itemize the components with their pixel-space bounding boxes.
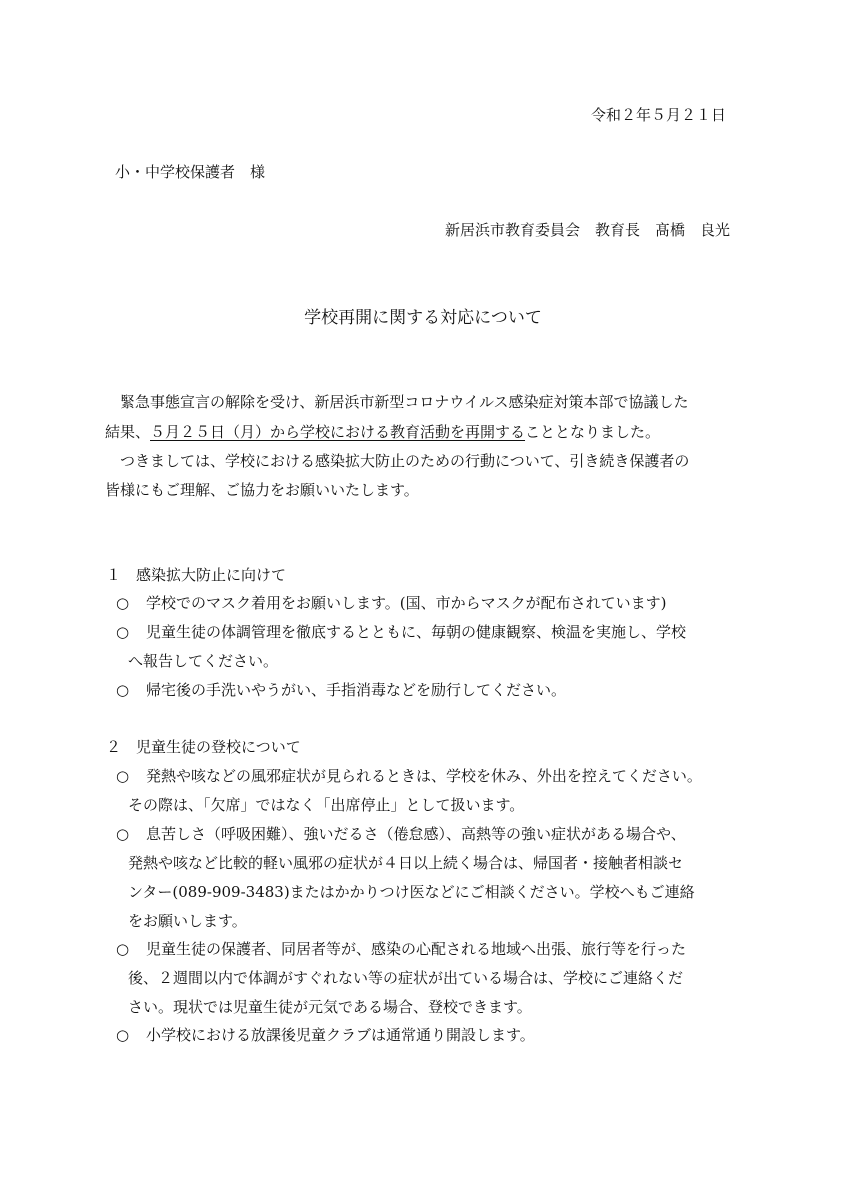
intro-line-2-prefix: 結果、 — [105, 423, 151, 441]
section-2-item-3-continued-2: さい。現状では児童生徒が元気である場合、登校できます。 — [128, 998, 532, 1016]
bullet-circle-icon: ○ — [116, 681, 130, 699]
intro-line-2-suffix: こととなりました。 — [525, 423, 661, 441]
item-text: 学校でのマスク着用をお願いします。(国、市からマスクが配布されています) — [146, 594, 667, 612]
section-2-item-3-continued-1: 後、２週間以内で体調がすぐれない等の症状が出ている場合は、学校にご連絡くだ — [128, 969, 684, 987]
section-2-item-2-continued-2: ンター(089-909-3483)またはかかりつけ医などにご相談ください。学校へもご連絡 — [128, 883, 695, 901]
section-2-item-2-continued-1: 発熱や咳など比較的軽い風邪の症状が４日以上続く場合は、帰国者・接触者相談セ — [128, 854, 684, 872]
section-1-item-2 — [116, 625, 686, 640]
bullet-circle-icon: ○ — [116, 825, 130, 843]
section-2-item-1-continued: その際は、「欠席」ではなく「出席停止」として扱います。 — [128, 796, 525, 814]
recipient: 小・中学校保護者 様 — [115, 163, 266, 181]
section-2-item-3 — [116, 942, 686, 957]
intro-line-4: 皆様にもご理解、ご協力をお願いいたします。 — [105, 481, 419, 499]
document-date: 令和２年５月２１日 — [590, 106, 726, 124]
bullet-circle-icon: ○ — [116, 767, 130, 785]
document-title: 学校再開に関する対応について — [304, 308, 542, 328]
item-text: 息苦しさ（呼吸困難）、強いだるさ（倦怠感）、高熱等の強い症状がある場合や、 — [146, 825, 686, 843]
sender: 新居浜市教育委員会 教育長 髙橋 良光 — [444, 221, 730, 239]
section-1-item-1 — [116, 596, 667, 611]
bullet-circle-icon: ○ — [116, 1026, 130, 1044]
item-text: 児童生徒の保護者、同居者等が、感染の心配される地域へ出張、旅行等を行った — [146, 940, 687, 958]
intro-line-2 — [105, 425, 660, 440]
section-1-item-3 — [116, 683, 566, 698]
bullet-circle-icon: ○ — [116, 940, 130, 958]
section-2-item-1 — [116, 769, 702, 784]
item-text: 発熱や咳などの風邪症状が見られるときは、学校を休み、外出を控えてください。 — [146, 767, 702, 785]
intro-line-1: 緊急事態宣言の解除を受け、新居浜市新型コロナウイルス感染症対策本部で協議した — [105, 393, 689, 411]
bullet-circle-icon: ○ — [116, 623, 130, 641]
section-1-item-2-continued: へ報告してください。 — [128, 652, 279, 670]
item-text: 小学校における放課後児童クラブは通常通り開設します。 — [146, 1026, 535, 1044]
section-1-heading: １ 感染拡大防止に向けて — [106, 566, 287, 584]
section-2-item-4 — [116, 1028, 535, 1043]
section-2-heading: ２ 児童生徒の登校について — [106, 738, 301, 756]
section-2-item-2-continued-3: をお願いします。 — [128, 912, 247, 930]
section-2-item-2 — [116, 827, 686, 842]
intro-line-3: つきましては、学校における感染拡大防止のための行動について、引き続き保護者の — [105, 452, 690, 470]
reopening-date-statement: ５月２５日（月）から学校における教育活動を再開する — [150, 423, 526, 441]
item-text: 児童生徒の体調管理を徹底するとともに、毎朝の健康観察、検温を実施し、学校 — [146, 623, 687, 641]
item-text: 帰宅後の手洗いやうがい、手指消毒などを励行してください。 — [146, 681, 567, 699]
bullet-circle-icon: ○ — [116, 594, 130, 612]
